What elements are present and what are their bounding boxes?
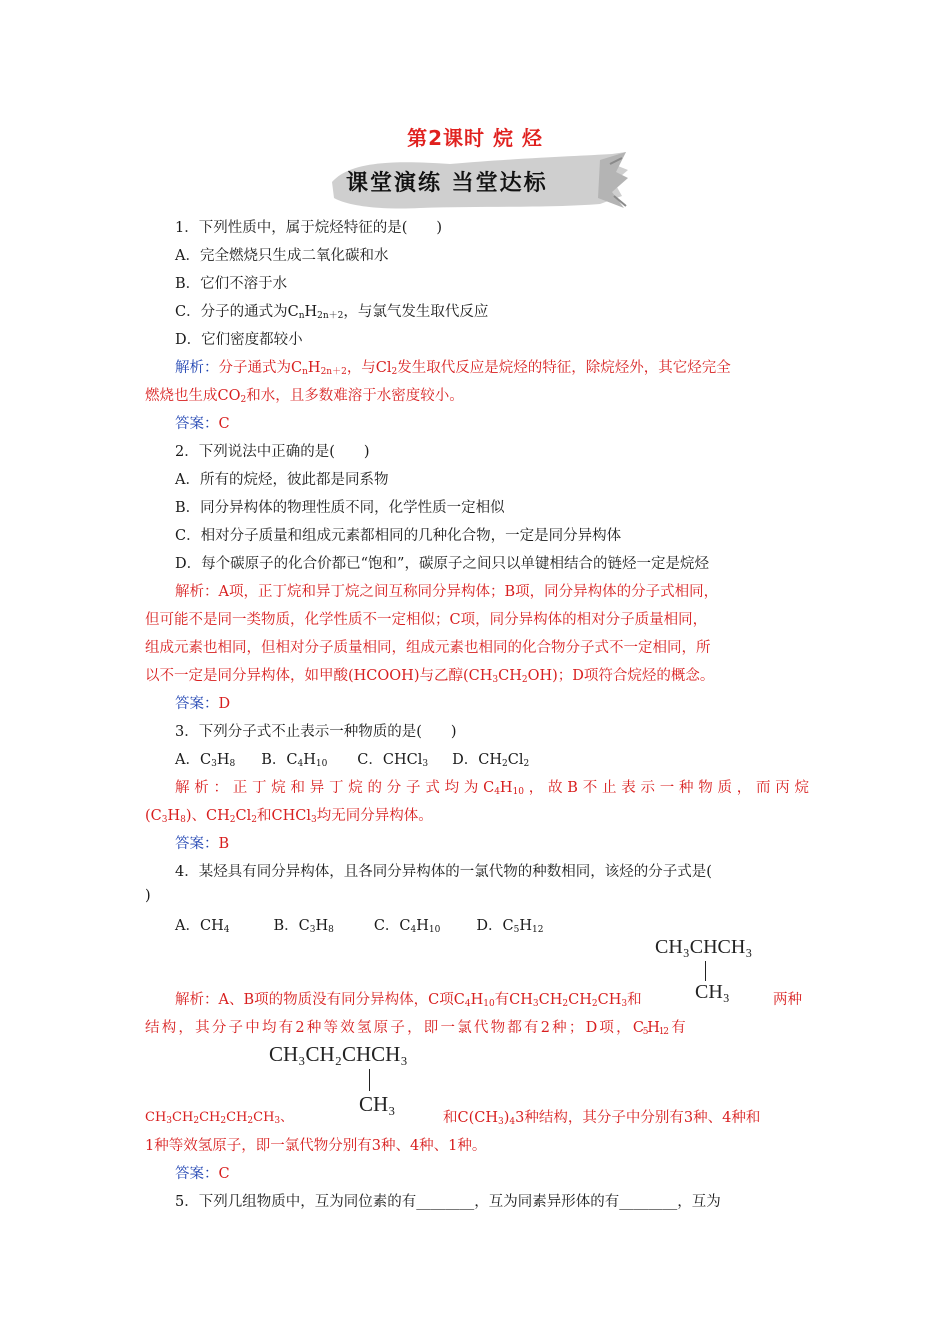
question-3-explanation-line-1: 解析：正丁烷和异丁烷的分子式均为$C_4H_{10}$，故B不止表示一种物质，而丙烷 [175,780,810,797]
question-4-explanation-line-3-end: 和$C(CH_3)_43$种结构，其分子中分别有3种、4种和 [443,1110,761,1127]
question-4-answer: 答案：C [175,1166,230,1182]
question-4-options [175,916,543,940]
question-4-explanation-line-4: 1种等效氢原子，即一氯代物分别有3种、4种、1种。 [145,1138,487,1154]
banner-heading: 课堂演练 当堂达标 [346,171,548,196]
question-3-options [175,750,529,774]
question-2-option-d: D．每个碳原子的化合价都已“饱和”，碳原子之间只以单键相结合的链烃一定是烷烃 [175,556,709,572]
lesson-title: 第2课时 烷 烃 [407,126,543,150]
isopentane-structural-formula [269,1042,459,1124]
question-4-explanation-line-1: 解析：A、B项的物质没有同分异构体，C项$C_4H_{10}$有$CH_3CH_2CH_2CH_3$和 [175,992,642,1009]
question-3-option-d: D．$CH_2Cl_2$ [452,752,530,769]
question-3-answer: 答案：B [175,836,230,852]
question-2-option-c: C．相对分子质量和组成元素都相同的几种化合物，一定是同分异构体 [175,528,622,544]
question-4-stem-line-1: 4．某烃具有同分异构体，且各同分异构体的一氯代物的种数相同，该烃的分子式是( [175,864,712,880]
question-4-explanation-line-2: 结 构 ， 其 分 子 中 均 有 2 种 等 效 氢 原 子 ， 即 一 氯 代 物 都 有 2 种 ； D 项 ， $C_5H_{12}$ 有 [145,1020,685,1037]
question-2-explanation-line-3: 组成元素也相同，但相对分子质量相同，组成元素也相同的化合物分子式不一定相同，所 [145,640,711,656]
question-4-option-a: A．$CH_4$ [175,918,230,935]
question-1-explanation-line-1: 解析：分子通式为$C_nH_{2n+2}$，与$Cl_2$发生取代反应是烷烃的特征，除烷烃外，其它烃完全 [175,360,731,377]
question-4-option-c: C．$C_4H_{10}$ [373,918,441,935]
question-1-explanation-line-2: 燃烧也生成$CO_2$和水，且多数难溶于水密度较小。 [145,388,464,405]
question-3-option-b: B．$C_4H_{10}$ [261,752,328,769]
question-1-option-c: C．分子的通式为$C_nH_{2n+2}$，与氯气发生取代反应 [175,304,489,321]
isobutane-bond [705,961,706,981]
question-1-answer: 答案：C [175,416,230,432]
question-4-explanation-line-1-end: 两种 [773,992,802,1008]
question-3-option-c: C．CHCl$_3$ [357,752,429,769]
question-4-option-b: B．$C_3H_8$ [273,918,334,935]
question-4-explanation-line-3-start: $CH_3CH_2CH_2CH_2CH_3$、 [145,1110,294,1126]
question-1-option-d: D．它们密度都较小 [175,332,303,348]
question-3-option-a: A．$C_3H_8$ [175,752,236,769]
question-4-option-d: D．$C_5H_{12}$ [476,918,544,935]
question-1-option-b: B．它们不溶于水 [175,276,288,292]
question-3-stem: 3．下列分子式不止表示一种物质的是( ) [175,724,457,740]
question-2-explanation-line-4: 以不一定是同分异构体，如甲酸(HCOOH)与乙醇$(CH_3CH_2OH)$；D项符合烷烃的概念。 [145,668,715,685]
question-2-option-b: B．同分异构体的物理性质不同，化学性质一定相似 [175,500,505,516]
isopentane-main-chain: CH₃CH₂CHCH₃ [269,1042,408,1066]
question-3-explanation-line-2: $(C_3H_8)$、$CH_2Cl_2$和CHCl$_3$均无同分异构体。 [145,808,433,825]
question-1-stem: 1．下列性质中，属于烷烃特征的是( ) [175,220,443,236]
question-2-answer: 答案：D [175,696,231,712]
question-2-option-a: A．所有的烷烃，彼此都是同系物 [175,472,389,488]
isopentane-bond [369,1069,370,1091]
question-5-stem: 5．下列几组物质中，互为同位素的有________，互为同素异形体的有________，互为 [175,1194,721,1210]
question-2-stem: 2．下列说法中正确的是( ) [175,444,370,460]
question-1-option-a: A．完全燃烧只生成二氧化碳和水 [175,248,389,264]
question-2-explanation-line-1: 解析：A项，正丁烷和异丁烷之间互称同分异构体；B项，同分异构体的分子式相同， [175,584,719,600]
isobutane-branch: CH₃ [695,981,730,1003]
question-4-stem-line-2: ) [145,888,151,904]
isobutane-main-chain: CH₃CHCH₃ [655,936,753,958]
isopentane-branch: CH₃ [359,1092,396,1116]
isobutane-structural-formula [655,936,785,1006]
question-2-explanation-line-2: 但可能不是同一类物质，化学性质不一定相似；C项，同分异构体的相对分子质量相同， [145,612,708,628]
